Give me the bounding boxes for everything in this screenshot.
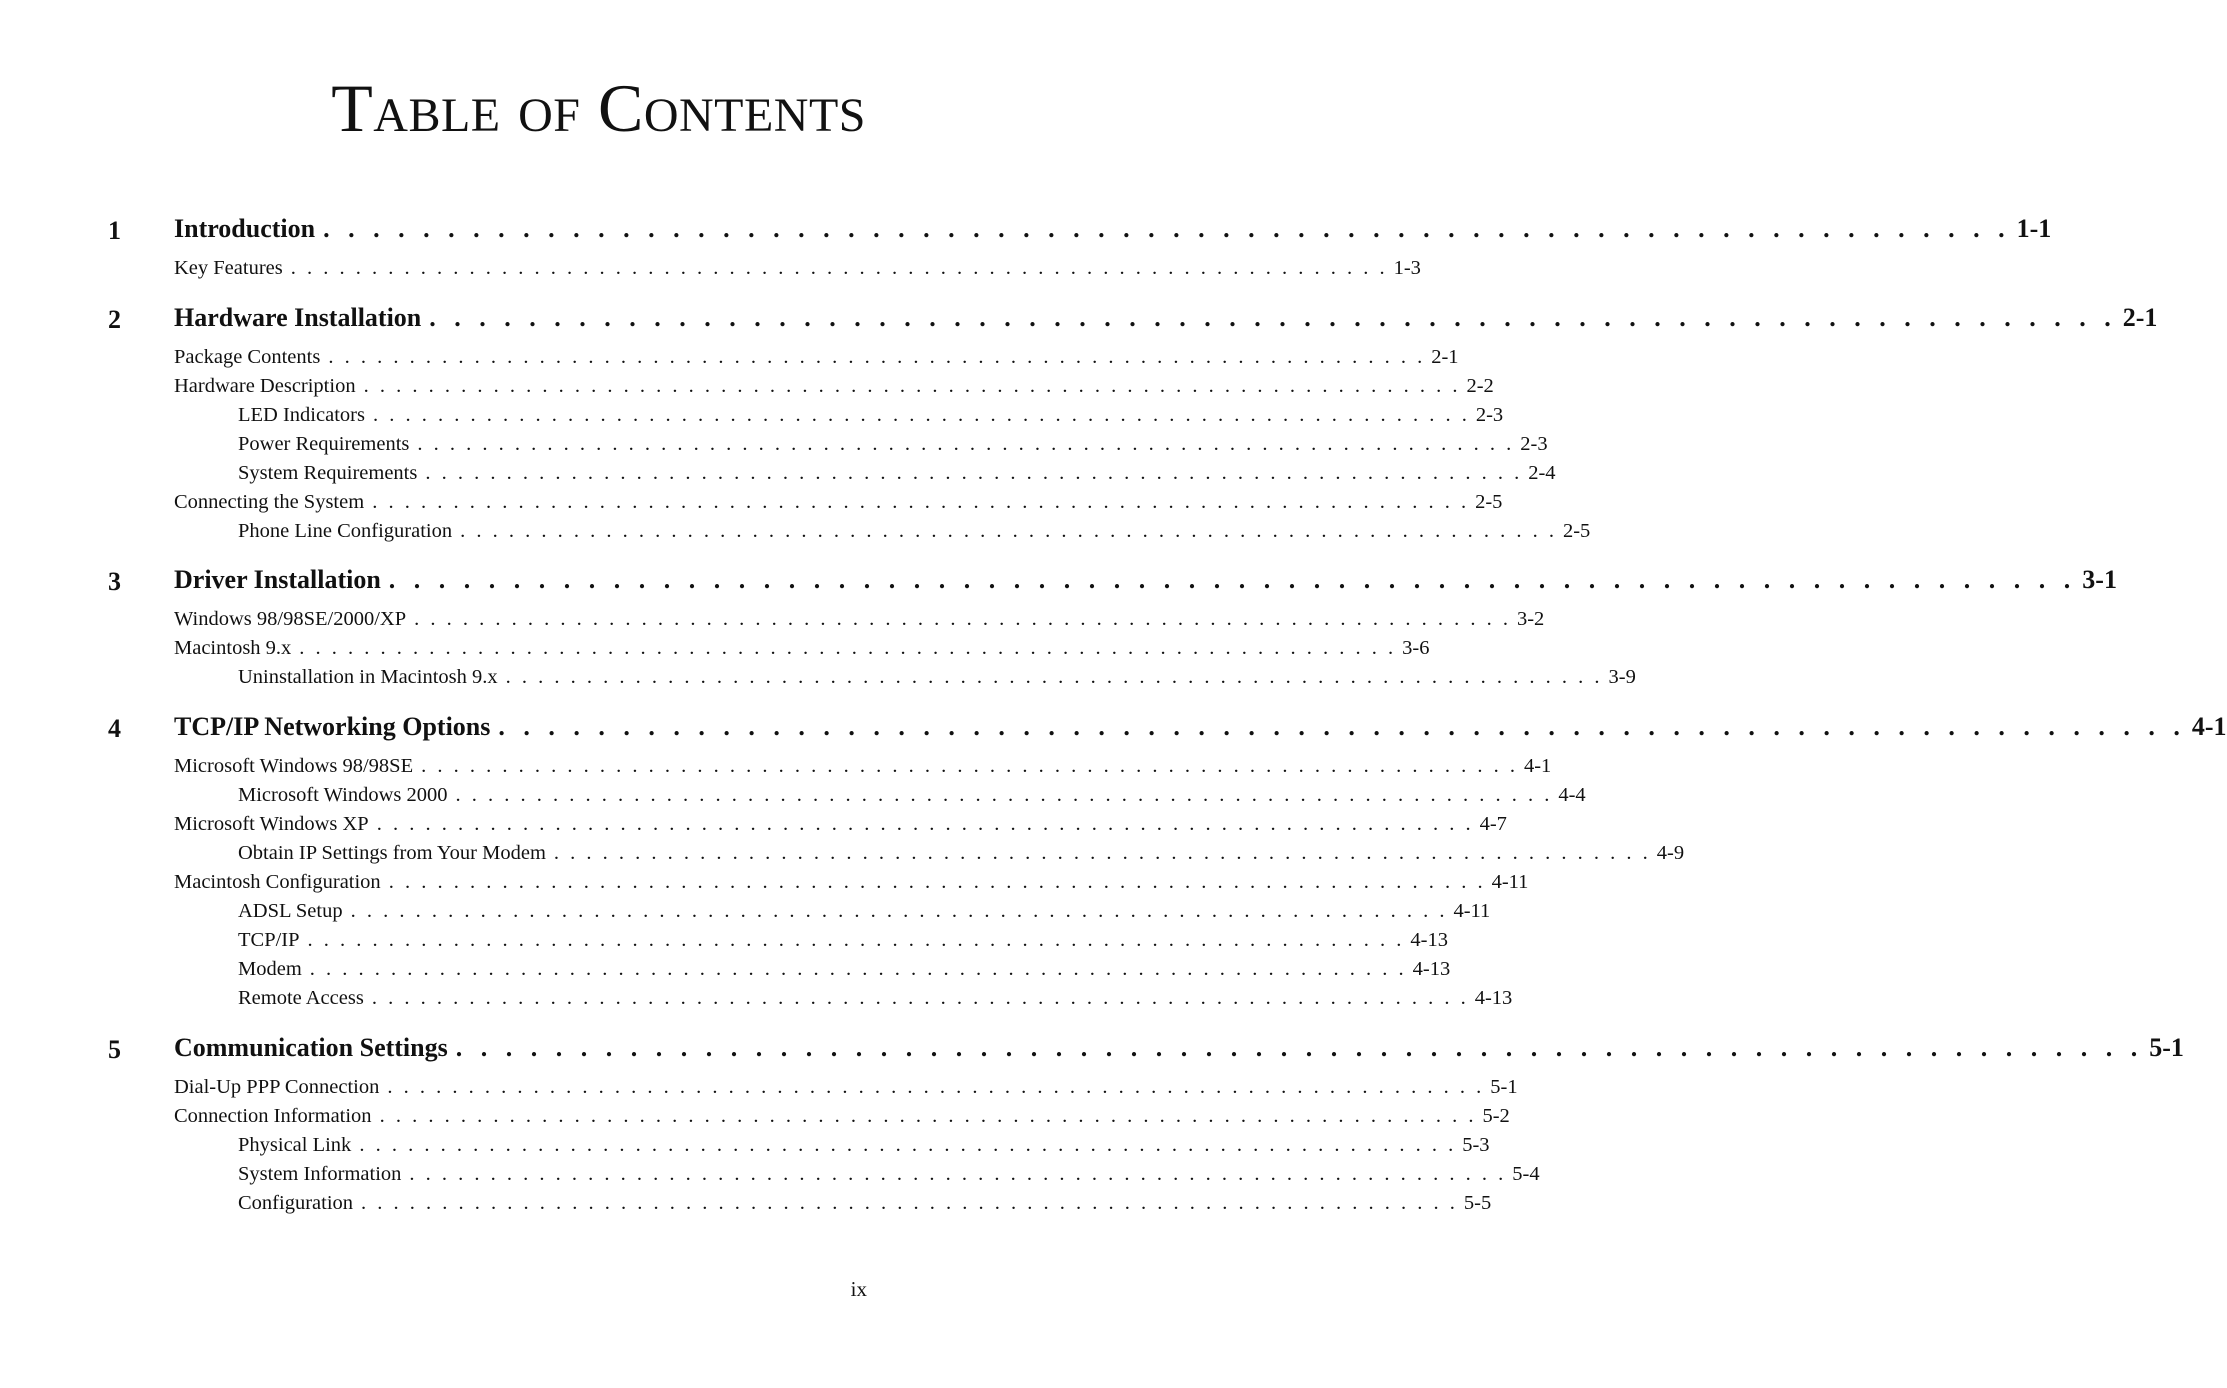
chapter-page: 4-1 [2191, 712, 2227, 741]
toc-entry-row [0, 366, 1494, 398]
dot-leader: . . . . . . . . . . . . . . . . . . . . . . . . . . . . . . . . . . . . . . . . . . . . . . . . . . . . . . . . . . . . . . . . . . . . [376, 813, 1474, 835]
dot-leader: . . . . . . . . . . . . . . . . . . . . . . . . . . . . . . . . . . . . . . . . . . . . . . . . . . . . . . . . . . . . . . . . . . . . [290, 257, 1388, 279]
dot-leader: . . . . . . . . . . . . . . . . . . . . . . . . . . . . . . . . . . . . . . . . . . . . . . . . . . . . . . . . . . . . . . . . . . . . [425, 462, 1523, 484]
chapter-title: Hardware Installation [174, 303, 422, 332]
chapter-title: Communication Settings [174, 1033, 448, 1062]
entry-title: Hardware Description [174, 375, 356, 397]
toc-entry-row [0, 599, 1545, 631]
entry-title: Connection Information [174, 1105, 372, 1127]
dot-leader: . . . . . . . . . . . . . . . . . . . . . . . . . . . . . . . . . . . . . . . . . . . . . . . . . . . . . . . . . . . . . . . . . . . . [498, 712, 2186, 741]
toc-entry-row [0, 1125, 1490, 1157]
entry-page: 5-5 [1463, 1192, 1492, 1214]
entry-page: 3-6 [1402, 637, 1430, 659]
toc-chapter-row [0, 212, 2052, 245]
dot-leader: . . . . . . . . . . . . . . . . . . . . . . . . . . . . . . . . . . . . . . . . . . . . . . . . . . . . . . . . . . . . . . . . . . . . [299, 637, 1397, 659]
entry-page: 5-2 [1482, 1105, 1510, 1127]
dot-leader: . . . . . . . . . . . . . . . . . . . . . . . . . . . . . . . . . . . . . . . . . . . . . . . . . . . . . . . . . . . . . . . . . . . . [307, 929, 1405, 951]
toc-entry-row [0, 833, 1685, 865]
dot-leader: . . . . . . . . . . . . . . . . . . . . . . . . . . . . . . . . . . . . . . . . . . . . . . . . . . . . . . . . . . . . . . . . . . . . [372, 404, 1470, 426]
page-title: Table of Contents [331, 70, 866, 146]
dot-leader: . . . . . . . . . . . . . . . . . . . . . . . . . . . . . . . . . . . . . . . . . . . . . . . . . . . . . . . . . . . . . . . . . . . . [361, 1192, 1458, 1214]
dot-leader: . . . . . . . . . . . . . . . . . . . . . . . . . . . . . . . . . . . . . . . . . . . . . . . . . . . . . . . . . . . . . . . . . . . . [309, 958, 1407, 980]
entry-page: 4-13 [1410, 929, 1448, 951]
entry-page: 4-9 [1656, 842, 1685, 864]
entry-title: Macintosh Configuration [174, 871, 381, 893]
chapter-title: Driver Installation [174, 565, 381, 594]
entry-page: 5-1 [1490, 1076, 1518, 1098]
chapter-number: 1 [108, 216, 121, 245]
dot-leader: . . . . . . . . . . . . . . . . . . . . . . . . . . . . . . . . . . . . . . . . . . . . . . . . . . . . . . . . . . . . . . . . . . . . [350, 900, 1448, 922]
entry-title: System Information [238, 1163, 402, 1185]
entry-page: 4-4 [1558, 784, 1586, 806]
entry-page: 4-13 [1412, 958, 1451, 980]
entry-page: 4-1 [1523, 755, 1552, 777]
dot-leader: . . . . . . . . . . . . . . . . . . . . . . . . . . . . . . . . . . . . . . . . . . . . . . . . . . . . . . . . . . . . . . . . . . . . [409, 1163, 1507, 1185]
entry-title: Remote Access [238, 987, 364, 1009]
toc-chapter-link[interactable] [174, 712, 2227, 742]
entry-page: 2-1 [1431, 346, 1459, 368]
entry-page: 2-5 [1475, 491, 1503, 513]
toc-chapter-link[interactable] [174, 214, 2052, 244]
dot-leader: . . . . . . . . . . . . . . . . . . . . . . . . . . . . . . . . . . . . . . . . . . . . . . . . . . . . . . . . . . . . . . . . . . . . [371, 987, 1469, 1009]
entry-page: 2-2 [1466, 375, 1494, 397]
entry-page: 4-11 [1491, 871, 1529, 893]
entry-page: 4-7 [1479, 813, 1507, 835]
entry-page: 2-3 [1475, 404, 1504, 426]
dot-leader: . . . . . . . . . . . . . . . . . . . . . . . . . . . . . . . . . . . . . . . . . . . . . . . . . . . . . . . . . . . . . . . . . . . . [379, 1105, 1477, 1127]
dot-leader: . . . . . . . . . . . . . . . . . . . . . . . . . . . . . . . . . . . . . . . . . . . . . . . . . . . . . . . . . . . . . . . . . . . . [323, 214, 2011, 243]
dot-leader: . . . . . . . . . . . . . . . . . . . . . . . . . . . . . . . . . . . . . . . . . . . . . . . . . . . . . . . . . . . . . . . . . . . . [505, 666, 1603, 688]
dot-leader: . . . . . . . . . . . . . . . . . . . . . . . . . . . . . . . . . . . . . . . . . . . . . . . . . . . . . . . . . . . . . . . . . . . . [388, 871, 1486, 893]
dot-leader: . . . . . . . . . . . . . . . . . . . . . . . . . . . . . . . . . . . . . . . . . . . . . . . . . . . . . . . . . . . . . . . . . . . . [553, 842, 1651, 864]
entry-title: Obtain IP Settings from Your Modem [238, 842, 546, 864]
dot-leader: . . . . . . . . . . . . . . . . . . . . . . . . . . . . . . . . . . . . . . . . . . . . . . . . . . . . . . . . . . . . . . . . . . . . [455, 1033, 2144, 1062]
entry-page: 3-9 [1608, 666, 1636, 688]
toc-subsection-link[interactable] [238, 666, 1636, 689]
dot-leader: . . . . . . . . . . . . . . . . . . . . . . . . . . . . . . . . . . . . . . . . . . . . . . . . . . . . . . . . . . . . . . . . . . . . [372, 491, 1470, 513]
dot-leader: . . . . . . . . . . . . . . . . . . . . . . . . . . . . . . . . . . . . . . . . . . . . . . . . . . . . . . . . . . . . . . . . . . . . [460, 520, 1557, 542]
dot-leader: . . . . . . . . . . . . . . . . . . . . . . . . . . . . . . . . . . . . . . . . . . . . . . . . . . . . . . . . . . . . . . . . . . . . [429, 303, 2117, 332]
entry-title: Microsoft Windows 98/98SE [174, 755, 414, 777]
toc-entry-row [0, 657, 1636, 689]
dot-leader: . . . . . . . . . . . . . . . . . . . . . . . . . . . . . . . . . . . . . . . . . . . . . . . . . . . . . . . . . . . . . . . . . . . . [328, 346, 1426, 368]
entry-page: 4-13 [1474, 987, 1513, 1009]
dot-leader: . . . . . . . . . . . . . . . . . . . . . . . . . . . . . . . . . . . . . . . . . . . . . . . . . . . . . . . . . . . . . . . . . . . . [388, 565, 2077, 594]
chapter-page: 2-1 [2122, 303, 2158, 332]
entry-title: Uninstallation in Macintosh 9.x [238, 666, 498, 688]
entry-title: Windows 98/98SE/2000/XP [174, 608, 407, 630]
entry-page: 2-5 [1562, 520, 1591, 542]
entry-page: 5-4 [1512, 1163, 1540, 1185]
entry-title: Dial-Up PPP Connection [174, 1076, 380, 1098]
entry-title: TCP/IP [238, 929, 300, 951]
toc-entry-row [0, 482, 1503, 514]
chapter-page: 5-1 [2149, 1033, 2184, 1062]
entry-page: 4-11 [1453, 900, 1491, 922]
chapter-number: 5 [108, 1035, 121, 1064]
dot-leader: . . . . . . . . . . . . . . . . . . . . . . . . . . . . . . . . . . . . . . . . . . . . . . . . . . . . . . . . . . . . . . . . . . . . [359, 1134, 1457, 1156]
toc-entry-row [0, 395, 1504, 427]
toc-entry-row [0, 1183, 1492, 1215]
dot-leader: . . . . . . . . . . . . . . . . . . . . . . . . . . . . . . . . . . . . . . . . . . . . . . . . . . . . . . . . . . . . . . . . . . . . [417, 433, 1515, 455]
toc-entry-row [0, 891, 1491, 923]
entry-title: Microsoft Windows XP [174, 813, 369, 835]
toc-chapter-link[interactable] [174, 303, 2158, 333]
page-number: ix [850, 1277, 867, 1301]
entry-title: System Requirements [238, 462, 418, 484]
dot-leader: . . . . . . . . . . . . . . . . . . . . . . . . . . . . . . . . . . . . . . . . . . . . . . . . . . . . . . . . . . . . . . . . . . . . [455, 784, 1553, 806]
toc-chapter-link[interactable] [174, 1033, 2184, 1063]
toc-chapter-row [0, 563, 2117, 596]
entry-title: Package Contents [174, 346, 321, 368]
toc-entry-row [0, 1067, 1518, 1099]
entry-title: ADSL Setup [238, 900, 343, 922]
toc-entry-row [0, 628, 1430, 660]
entry-title: Microsoft Windows 2000 [238, 784, 448, 806]
toc-entry-row [0, 862, 1529, 894]
entry-page: 2-4 [1528, 462, 1556, 484]
toc-entry-row [0, 920, 1448, 952]
toc-entry-row [0, 949, 1451, 981]
entry-title: Physical Link [238, 1134, 352, 1156]
toc-subsection-link[interactable] [238, 987, 1513, 1010]
entry-title: Connecting the System [174, 491, 365, 513]
entry-title: Macintosh 9.x [174, 637, 292, 659]
toc-entry-row [0, 775, 1586, 807]
toc-section-link[interactable] [174, 257, 1421, 280]
dot-leader: . . . . . . . . . . . . . . . . . . . . . . . . . . . . . . . . . . . . . . . . . . . . . . . . . . . . . . . . . . . . . . . . . . . . [414, 608, 1511, 630]
entry-page: 5-3 [1462, 1134, 1490, 1156]
toc-subsection-link[interactable] [238, 520, 1591, 543]
entry-page: 3-2 [1516, 608, 1545, 630]
chapter-title: TCP/IP Networking Options [174, 712, 491, 741]
toc-entry-row [0, 248, 1421, 280]
toc-chapter-row [0, 301, 2158, 334]
toc-entry-row [0, 978, 1513, 1010]
entry-title: Key Features [174, 257, 283, 279]
toc-chapter-row [0, 1031, 2184, 1064]
toc-entry-row [0, 453, 1556, 485]
toc-entry-row [0, 746, 1552, 778]
toc-entry-row [0, 424, 1548, 456]
chapter-number: 2 [108, 305, 121, 334]
chapter-number: 4 [108, 714, 121, 743]
toc-entry-row [0, 337, 1459, 369]
dot-leader: . . . . . . . . . . . . . . . . . . . . . . . . . . . . . . . . . . . . . . . . . . . . . . . . . . . . . . . . . . . . . . . . . . . . [387, 1076, 1485, 1098]
entry-title: Configuration [238, 1192, 354, 1214]
toc-entry-row [0, 511, 1591, 543]
chapter-page: 1-1 [2016, 214, 2052, 243]
entry-page: 2-3 [1520, 433, 1548, 455]
toc-entry-row [0, 804, 1507, 836]
toc-entry-row [0, 1096, 1510, 1128]
dot-leader: . . . . . . . . . . . . . . . . . . . . . . . . . . . . . . . . . . . . . . . . . . . . . . . . . . . . . . . . . . . . . . . . . . . . [363, 375, 1461, 397]
toc-chapter-row [0, 710, 2227, 743]
toc-subsection-link[interactable] [238, 1192, 1492, 1215]
chapter-number: 3 [108, 567, 121, 596]
entry-title: Phone Line Configuration [238, 520, 453, 542]
chapter-page: 3-1 [2082, 565, 2117, 594]
dot-leader: . . . . . . . . . . . . . . . . . . . . . . . . . . . . . . . . . . . . . . . . . . . . . . . . . . . . . . . . . . . . . . . . . . . . [421, 755, 1518, 777]
entry-title: Power Requirements [238, 433, 410, 455]
chapter-title: Introduction [174, 214, 316, 243]
toc-entry-row [0, 1154, 1540, 1186]
entry-title: Modem [238, 958, 302, 980]
entry-title: LED Indicators [238, 404, 365, 426]
entry-page: 1-3 [1393, 257, 1421, 279]
toc-chapter-link[interactable] [174, 565, 2117, 595]
